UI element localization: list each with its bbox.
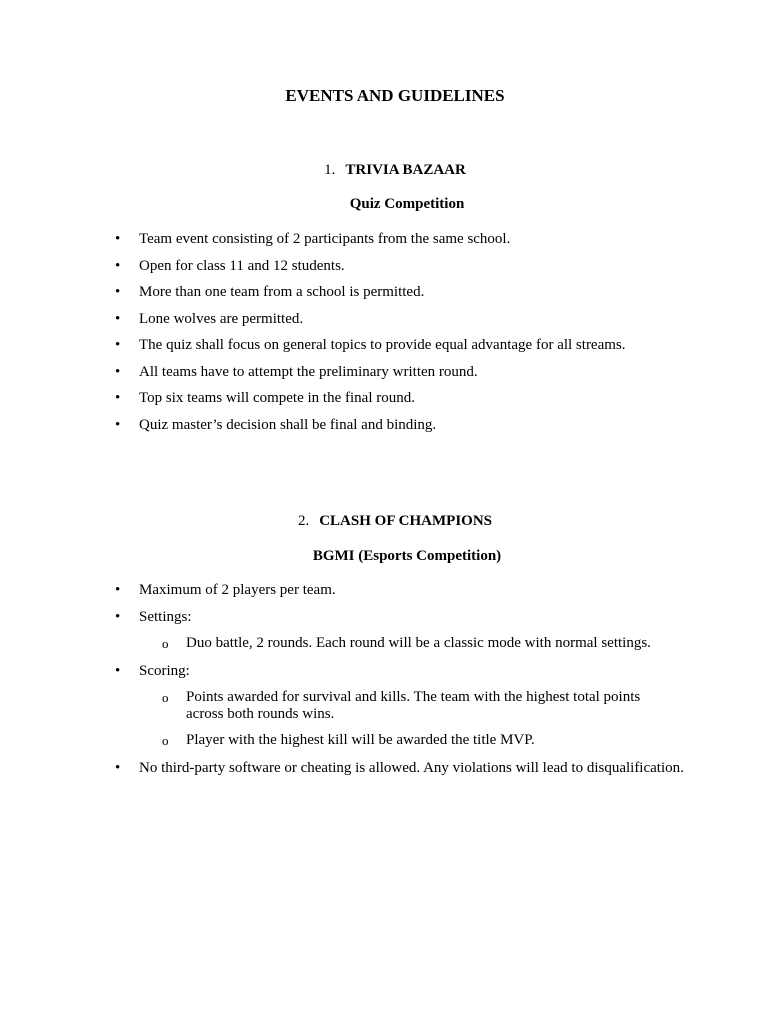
list-item <box>0 311 768 338</box>
bullet-icon: • <box>115 310 121 327</box>
section-1-subheading: Quiz Competition <box>349 196 465 212</box>
list-item-text: More than one team from a school is permitted. <box>139 284 425 300</box>
list-item-text: The quiz shall focus on general topics to provide equal advantage for all streams. <box>139 337 626 353</box>
list-item-text: Team event consisting of 2 participants from the same school. <box>139 231 511 247</box>
section-2-subheading: BGMI (Esports Competition) <box>312 548 502 564</box>
sub-list-item <box>139 635 708 652</box>
sub-list-item <box>139 732 708 749</box>
list-item <box>0 284 768 311</box>
list-item <box>0 609 768 663</box>
sub-list-item-text: Duo battle, 2 rounds. Each round will be a classic mode with normal settings. <box>186 635 651 651</box>
list-item <box>0 582 768 609</box>
list-item <box>0 231 768 258</box>
list-item <box>0 663 768 760</box>
section-1-heading <box>0 162 768 179</box>
sub-bullet-icon: o <box>162 733 169 748</box>
section-1-bullet-list <box>0 231 768 443</box>
list-item <box>0 390 768 417</box>
bullet-icon: • <box>115 663 121 679</box>
list-item <box>0 417 768 444</box>
list-item-text: Maximum of 2 players per team. <box>139 582 336 598</box>
list-item-text: Quiz master’s decision shall be final and binding. <box>139 416 437 433</box>
list-item <box>0 364 768 391</box>
list-item-text: Open for class 11 and 12 students. <box>139 257 345 274</box>
bullet-icon: • <box>115 760 121 776</box>
bullet-icon: • <box>115 390 121 406</box>
list-item-text: Settings: <box>139 609 192 625</box>
bullet-icon: • <box>115 231 121 247</box>
list-item-text: Scoring: <box>139 663 190 679</box>
sub-list-item <box>139 689 708 723</box>
bullet-icon: • <box>115 284 121 300</box>
list-item-text: Lone wolves are permitted. <box>139 310 304 327</box>
list-item-text: All teams have to attempt the preliminary written round. <box>139 363 478 380</box>
bullet-icon: • <box>115 257 121 274</box>
document-title: EVENTS AND GUIDELINES <box>285 86 505 105</box>
list-item <box>0 258 768 285</box>
bullet-icon: • <box>115 416 121 433</box>
sub-list-item-text: Points awarded for survival and kills. The team with the highest total points across both rounds wins. <box>186 689 641 722</box>
settings-sub-list <box>139 635 708 652</box>
section-1-title: TRIVIA BAZAAR <box>345 162 466 178</box>
sub-bullet-icon: o <box>162 636 169 651</box>
bullet-icon: • <box>115 363 121 380</box>
scoring-sub-list <box>139 689 708 749</box>
section-2-number: 2. <box>297 513 310 529</box>
sub-list-item-text: Player with the highest kill will be awarded the title MVP. <box>186 732 535 748</box>
bullet-icon: • <box>115 337 121 353</box>
section-2-title: CLASH OF CHAMPIONS <box>319 513 493 529</box>
list-item <box>0 337 768 364</box>
section-2-bullet-list <box>0 582 768 777</box>
bullet-icon: • <box>115 582 121 598</box>
section-1-number: 1. <box>324 162 336 178</box>
list-item-text: No third-party software or cheating is allowed. Any violations will lead to disqualification. <box>139 760 684 776</box>
list-item <box>0 760 768 777</box>
bullet-icon: • <box>115 609 121 625</box>
list-item-text: Top six teams will compete in the final round. <box>139 390 415 406</box>
sub-bullet-icon: o <box>162 690 169 705</box>
section-2-heading <box>0 513 768 530</box>
